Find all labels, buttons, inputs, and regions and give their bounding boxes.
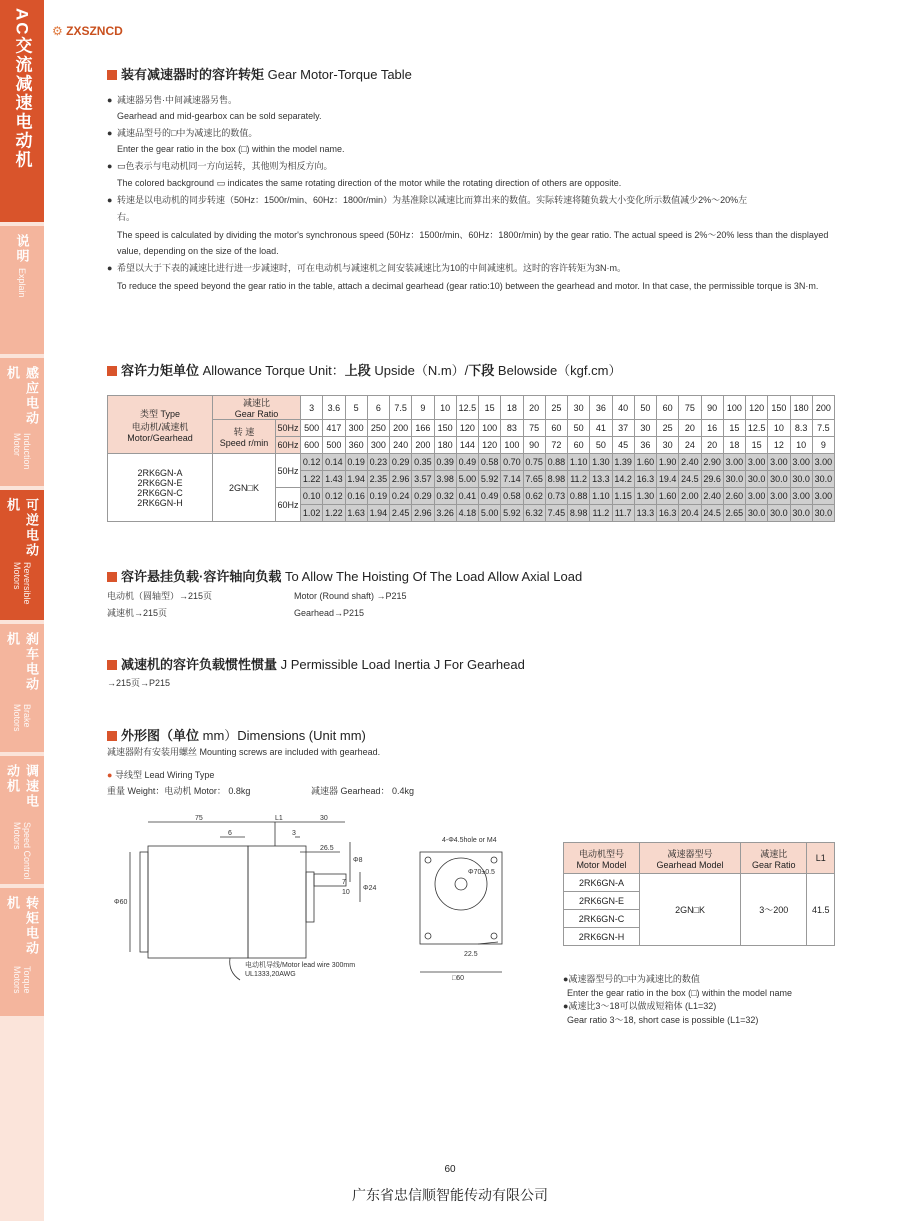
front-view-drawing (408, 832, 528, 982)
company-name: 广东省忠信顺智能传动有限公司 (352, 1187, 548, 1203)
torque-cell: 2.90 (701, 454, 723, 471)
note-line: Gearhead and mid-gearbox can be sold separately. (117, 111, 322, 121)
dim-phi24: Φ24 (363, 885, 377, 892)
speed-cell: 120 (479, 437, 501, 454)
sidebar-tab-label: 感应电动机 (5, 366, 39, 426)
spec-ratio: 3～200 (741, 874, 807, 946)
ratio-cell: 120 (746, 396, 768, 420)
section-title-en: To Allow The Hoisting Of The Load Allow Axial Load (281, 569, 583, 584)
speed-cell: 72 (545, 437, 567, 454)
torque-cell: 11.7 (612, 505, 634, 522)
sidebar-tab-label: 刹车电动机 (5, 632, 39, 692)
wire-note: 电动机导线/Motor lead wire 300mm (245, 962, 356, 969)
spec-note: ●减速器型号的□中为减速比的数值 (563, 974, 700, 984)
torque-cell: 3.00 (768, 454, 790, 471)
torque-cell: 2.96 (390, 471, 412, 488)
speed-cell: 10 (790, 437, 812, 454)
note-line: To reduce the speed beyond the gear ratio in the table, attach a decimal gearhead (gear ratio:10) between the gearhead and motor. In that case, the permissible torque is 3N·m. (117, 281, 819, 291)
speed-cell: 250 (367, 420, 389, 437)
torque-cell: 0.49 (479, 488, 501, 505)
torque-cell: 0.35 (412, 454, 434, 471)
section-title-cn: 装有减速器时的容许转矩 (121, 67, 265, 82)
ratio-cell: 75 (679, 396, 701, 420)
table-row (108, 396, 835, 420)
note-line: 减速器另售·中间减速器另售。 (117, 95, 237, 105)
speed-cell: 360 (345, 437, 367, 454)
torque-cell: 0.14 (323, 454, 345, 471)
section-title-cn: 容许悬挂负载·容许轴向负载 (121, 569, 282, 584)
speed-cell: 150 (434, 420, 456, 437)
speed-cell: 10 (768, 420, 790, 437)
torque-cell: 24.5 (679, 471, 701, 488)
torque-cell: 3.00 (790, 488, 812, 505)
lead-type-text: 导线型 Lead Wiring Type (114, 770, 215, 780)
spec-header (639, 843, 740, 874)
spec-gear: 2GN□K (639, 874, 740, 946)
torque-cell: 3.00 (812, 454, 834, 471)
sidebar-tab-label: 可逆电动机 (5, 498, 39, 558)
torque-cell: 0.41 (456, 488, 478, 505)
torque-cell: 1.30 (590, 454, 612, 471)
speed-cell: 45 (612, 437, 634, 454)
torque-cell: 3.00 (746, 488, 768, 505)
speed-cell: 36 (634, 437, 656, 454)
torque-cell: 8.98 (545, 471, 567, 488)
torque-cell: 2.00 (679, 488, 701, 505)
torque-cell: 4.18 (456, 505, 478, 522)
section-title-cn: 减速机的容许负载惯性惯量 (121, 657, 278, 672)
torque-cell: 1.94 (345, 471, 367, 488)
ratio-cell: 10 (434, 396, 456, 420)
torque-cell: 5.00 (479, 505, 501, 522)
speed-cell: 37 (612, 420, 634, 437)
ratio-cell: 3.6 (323, 396, 345, 420)
square-bullet-icon (107, 731, 117, 741)
note-line: 减速品型号的□中为减速比的数值。 (117, 128, 258, 138)
section-title-en: mm）Dimensions (Unit mm) (199, 728, 366, 743)
torque-cell: 0.62 (523, 488, 545, 505)
speed-cell: 200 (390, 420, 412, 437)
ratio-cell: 150 (768, 396, 790, 420)
torque-cell: 0.10 (301, 488, 323, 505)
ratio-cell: 20 (523, 396, 545, 420)
torque-cell: 0.75 (523, 454, 545, 471)
table-row (108, 420, 835, 437)
section-title-cn: 容许力矩单位 (121, 363, 200, 378)
torque-cell: 30.0 (746, 471, 768, 488)
torque-cell: 3.57 (412, 471, 434, 488)
speed-cell: 30 (634, 420, 656, 437)
ratio-cell: 25 (545, 396, 567, 420)
wire-spec: UL1333,20AWG (245, 971, 296, 978)
speed-cell: 100 (501, 437, 523, 454)
torque-cell: 5.92 (479, 471, 501, 488)
note-line: ▭色表示与电动机同一方向运转，其他则为相反方向。 (117, 161, 333, 171)
torque-cell: 3.98 (434, 471, 456, 488)
torque-cell: 11.2 (568, 471, 590, 488)
speed-cell: 500 (323, 437, 345, 454)
dim-sq60: □60 (452, 975, 465, 982)
speed-cell: 75 (523, 420, 545, 437)
torque-cell: 0.70 (501, 454, 523, 471)
note-line: 右。 (117, 212, 136, 222)
dim-phi8: Φ8 (353, 857, 363, 864)
speed-cell: 20 (679, 420, 701, 437)
torque-cell: 0.58 (479, 454, 501, 471)
speed-cell: 60 (568, 437, 590, 454)
brand-logo (52, 24, 123, 38)
torque-cell: 0.49 (456, 454, 478, 471)
section-title-cn: 上段 (344, 363, 371, 378)
spec-model: 2RK6GN-E (564, 892, 640, 910)
speed-header: 转 速 Speed r/min (213, 420, 276, 454)
torque-cell: 1.15 (612, 488, 634, 505)
ratio-header: 减速比 Gear Ratio (213, 396, 301, 420)
torque-cell: 3.00 (790, 454, 812, 471)
torque-cell: 1.39 (612, 454, 634, 471)
torque-cell: 2.35 (367, 471, 389, 488)
torque-cell: 20.4 (679, 505, 701, 522)
dim-hole: 4-Φ4.5hole or M4 (442, 837, 497, 844)
torque-cell: 3.00 (746, 454, 768, 471)
dim-30: 30 (320, 815, 328, 822)
torque-cell: 30.0 (790, 505, 812, 522)
dim-7: 7 (342, 879, 346, 886)
torque-cell: 11.2 (590, 505, 612, 522)
ratio-cell: 5 (345, 396, 367, 420)
torque-cell: 8.98 (568, 505, 590, 522)
torque-cell: 1.22 (323, 505, 345, 522)
torque-cell: 7.65 (523, 471, 545, 488)
torque-cell: 30.0 (790, 471, 812, 488)
dim-pcd: Φ70±0.5 (468, 869, 495, 876)
speed-cell: 15 (746, 437, 768, 454)
speed-cell: 83 (501, 420, 523, 437)
brand-logo-text: ZXSZNCD (66, 24, 123, 38)
torque-cell: 24.5 (701, 505, 723, 522)
speed-cell: 41 (590, 420, 612, 437)
torque-table (107, 395, 835, 522)
torque-cell: 0.12 (323, 488, 345, 505)
spec-header-text: 减速比 Gear Ratio (752, 848, 796, 870)
sidebar-tab-label: AC交流减速电动机 (12, 8, 32, 170)
speed-cell: 20 (701, 437, 723, 454)
torque-cell: 0.23 (367, 454, 389, 471)
speed-cell: 9 (812, 437, 834, 454)
speed-cell: 15 (723, 420, 745, 437)
torque-cell: 16.3 (657, 505, 679, 522)
speed-cell: 200 (412, 437, 434, 454)
note-bullet: ● (107, 128, 113, 138)
note-line: Enter the gear ratio in the box (□) within the model name. (117, 144, 345, 154)
note-line: The colored background ▭ indicates the same rotating direction of the motor while the rotating direction of others are opposite. (117, 178, 622, 188)
spec-header-text: 减速器型号 Gearhead Model (656, 848, 724, 870)
torque-cell: 5.00 (456, 471, 478, 488)
torque-cell: 30.0 (746, 505, 768, 522)
section-title-dimensions (107, 725, 366, 744)
sidebar-tab-sublabel: Speed Control Motors (12, 821, 32, 880)
spec-note: Enter the gear ratio in the box (□) within the model name (567, 988, 793, 998)
ratio-cell: 100 (723, 396, 745, 420)
torque-cell: 1.43 (323, 471, 345, 488)
mounting-note: 减速器附有安装用螺丝 Mounting screws are included with gearhead. (107, 747, 381, 757)
speed-cell: 50 (568, 420, 590, 437)
sidebar-tab-ac-motor[interactable] (0, 0, 44, 222)
torque-cell: 2.65 (723, 505, 745, 522)
speed-cell: 30 (657, 437, 679, 454)
weight-motor: 重量 Weight：电动机 Motor： 0.8kg (107, 786, 251, 796)
section-title-en: Upside（N.m）/ (370, 363, 469, 378)
ratio-cell: 50 (634, 396, 656, 420)
torque-cell: 0.39 (434, 454, 456, 471)
torque-cell: 29.6 (701, 471, 723, 488)
dim-l1: L1 (275, 815, 283, 822)
speed-cell: 144 (456, 437, 478, 454)
side-view-drawing (110, 812, 380, 982)
torque-cell: 0.19 (345, 454, 367, 471)
torque-cell: 1.60 (634, 454, 656, 471)
sidebar-tab-label: 转矩电动机 (5, 896, 39, 956)
torque-cell: 30.0 (812, 505, 834, 522)
square-bullet-icon (107, 572, 117, 582)
speed-cell: 300 (367, 437, 389, 454)
sidebar-tab-torque[interactable] (0, 888, 44, 1016)
reference-line: →215页→P215 (107, 678, 171, 688)
torque-cell: 14.2 (612, 471, 634, 488)
sidebar-tab-label: 说明 (14, 234, 30, 264)
section-title-torque-table (107, 64, 412, 83)
torque-cell: 0.88 (545, 454, 567, 471)
speed-cell: 100 (479, 420, 501, 437)
torque-cell: 30.0 (768, 505, 790, 522)
ratio-cell: 36 (590, 396, 612, 420)
speed-cell: 240 (390, 437, 412, 454)
speed-cell: 120 (456, 420, 478, 437)
ratio-cell: 40 (612, 396, 634, 420)
speed-cell: 12 (768, 437, 790, 454)
torque-cell: 1.60 (657, 488, 679, 505)
sidebar-tab-reversible[interactable] (0, 490, 44, 620)
torque-cell: 0.58 (501, 488, 523, 505)
square-bullet-icon (107, 70, 117, 80)
speed-cell: 180 (434, 437, 456, 454)
section-title-cn: 外形图（单位 (121, 728, 200, 743)
reference-line: 电动机（圆轴型）→215页 (107, 591, 213, 601)
torque-cell: 1.22 (301, 471, 323, 488)
torque-cell: 0.32 (434, 488, 456, 505)
spec-table (563, 842, 835, 946)
section-title-en: J Permissible Load Inertia J For Gearhead (277, 657, 525, 672)
torque-cell: 13.3 (590, 471, 612, 488)
speed-cell: 500 (301, 420, 323, 437)
note-bullet: ● (107, 263, 113, 273)
section-title-en: Allowance Torque Unit： (199, 363, 345, 378)
ratio-cell: 3 (301, 396, 323, 420)
torque-cell: 16.3 (634, 471, 656, 488)
dim-75: 75 (195, 815, 203, 822)
ratio-cell: 12.5 (456, 396, 478, 420)
torque-cell: 0.24 (390, 488, 412, 505)
torque-cell: 0.29 (390, 454, 412, 471)
torque-cell: 2.96 (412, 505, 434, 522)
square-bullet-icon (107, 366, 117, 376)
torque-cell: 0.73 (545, 488, 567, 505)
speed-cell: 25 (657, 420, 679, 437)
note-line: value, depending on the size of the load. (117, 246, 279, 256)
ratio-cell: 90 (701, 396, 723, 420)
spec-model: 2RK6GN-A (564, 874, 640, 892)
sidebar-tab-explain[interactable] (0, 226, 44, 354)
torque-cell: 0.19 (367, 488, 389, 505)
spec-note: ●减速比3～18可以做成短箱体 (L1=32) (563, 1001, 717, 1011)
section-title-inertia (107, 654, 525, 673)
ratio-cell: 9 (412, 396, 434, 420)
square-bullet-icon (107, 660, 117, 670)
section-title-cn: 下段 (468, 363, 495, 378)
torque-cell: 1.63 (345, 505, 367, 522)
gearhead-model: 2GN□K (213, 454, 276, 522)
table-row (108, 454, 835, 471)
hz-cell: 50Hz (276, 420, 301, 437)
speed-cell: 7.5 (812, 420, 834, 437)
speed-cell: 300 (345, 420, 367, 437)
page-number: 60 (444, 1164, 456, 1175)
torque-cell: 2.45 (390, 505, 412, 522)
torque-cell: 6.32 (523, 505, 545, 522)
torque-cell: 1.90 (657, 454, 679, 471)
torque-cell: 0.88 (568, 488, 590, 505)
note-bullet: ● (107, 161, 113, 171)
torque-cell: 13.3 (634, 505, 656, 522)
ratio-cell: 200 (812, 396, 834, 420)
torque-cell: 3.00 (723, 454, 745, 471)
note-line: The speed is calculated by dividing the motor's synchronous speed (50Hz：1500r/min、60Hz：1800r/min) by the gear ratio. The actual speed is 2%～20% less than the displayed (117, 230, 829, 240)
speed-cell: 50 (590, 437, 612, 454)
torque-cell: 5.92 (501, 505, 523, 522)
dim-phi60: Φ60 (114, 899, 128, 906)
dim-22-5: 22.5 (464, 951, 478, 958)
dot-icon: ● (107, 770, 113, 780)
torque-cell: 1.10 (568, 454, 590, 471)
speed-cell: 16 (701, 420, 723, 437)
hz-cell: 60Hz (276, 437, 301, 454)
section-title-en: Gear Motor-Torque Table (264, 67, 412, 82)
reference-line: Gearhead→P215 (294, 608, 365, 618)
section-title-hoisting-load (107, 566, 582, 585)
torque-cell: 3.26 (434, 505, 456, 522)
torque-cell: 30.0 (768, 471, 790, 488)
speed-cell: 18 (723, 437, 745, 454)
sidebar-tab-sublabel: Induction Motor (12, 433, 32, 471)
spec-model: 2RK6GN-C (564, 910, 640, 928)
torque-cell: 7.45 (545, 505, 567, 522)
sidebar-tab-sublabel: Reversible Motors (12, 561, 32, 605)
sidebar-tab-sublabel: Explain (17, 268, 27, 298)
torque-cell: 1.02 (301, 505, 323, 522)
hz-cell: 50Hz (276, 454, 301, 488)
spec-header (807, 843, 835, 874)
gear-icon: ⚙ (52, 24, 63, 38)
dim-6: 6 (228, 830, 232, 837)
ratio-cell: 15 (479, 396, 501, 420)
section-title-en: Belowside（kgf.cm） (494, 363, 622, 378)
torque-cell: 30.0 (812, 471, 834, 488)
reference-line: Motor (Round shaft) →P215 (294, 591, 407, 601)
ratio-cell: 18 (501, 396, 523, 420)
spec-header (741, 843, 807, 874)
torque-cell: 30.0 (723, 471, 745, 488)
note-bullet: ● (107, 95, 113, 105)
torque-cell: 3.00 (768, 488, 790, 505)
ratio-cell: 6 (367, 396, 389, 420)
torque-cell: 0.16 (345, 488, 367, 505)
weight-gearhead: 减速器 Gearhead： 0.4kg (311, 786, 415, 796)
spec-note: Gear ratio 3～18, short case is possible (L1=32) (567, 1015, 759, 1025)
dim-26-5: 26.5 (320, 845, 334, 852)
ratio-cell: 180 (790, 396, 812, 420)
spec-l1: 41.5 (807, 874, 835, 946)
torque-cell: 7.14 (501, 471, 523, 488)
motor-models: 2RK6GN-A 2RK6GN-E 2RK6GN-C 2RK6GN-H (108, 454, 213, 522)
torque-cell: 1.10 (590, 488, 612, 505)
hz-cell: 60Hz (276, 488, 301, 522)
torque-cell: 2.40 (679, 454, 701, 471)
ratio-cell: 30 (568, 396, 590, 420)
speed-cell: 166 (412, 420, 434, 437)
speed-cell: 60 (545, 420, 567, 437)
sidebar-tab-label: 调速电动机 (5, 764, 39, 809)
sidebar-tab-brake[interactable] (0, 624, 44, 752)
speed-cell: 90 (523, 437, 545, 454)
spec-header-text: L1 (815, 853, 826, 863)
spec-header-text: 电动机型号 Motor Model (576, 848, 627, 870)
torque-cell: 1.30 (634, 488, 656, 505)
type-header: 类型 Type 电动机/减速机 Motor/Gearhead (108, 396, 213, 454)
sidebar-tab-speed-control[interactable] (0, 756, 44, 884)
sidebar-tab-induction[interactable] (0, 358, 44, 486)
dim-10: 10 (342, 889, 350, 896)
torque-cell: 1.94 (367, 505, 389, 522)
spec-header (564, 843, 640, 874)
reference-line: 减速机→215页 (107, 608, 168, 618)
speed-cell: 417 (323, 420, 345, 437)
torque-cell: 3.00 (812, 488, 834, 505)
section-title-allowance-torque (107, 360, 621, 379)
note-line: 希望以大于下表的减速比进行进一步减速时，可在电动机与减速机之间安装减速比为10的中间减速机。这时的容许转矩为3N·m。 (117, 263, 627, 273)
sidebar-tab-sublabel: Brake Motors (12, 703, 32, 732)
lead-type-label (107, 769, 214, 781)
note-line: 转速是以电动机的同步转速（50Hz：1500r/min、60Hz：1800r/min）为基准除以减速比而算出来的数值。实际转速将随负载大小变化所示数值减少2%～20%左 (117, 195, 748, 205)
torque-cell: 0.12 (301, 454, 323, 471)
torque-cell: 0.29 (412, 488, 434, 505)
torque-cell: 19.4 (657, 471, 679, 488)
torque-cell: 2.60 (723, 488, 745, 505)
ratio-cell: 7.5 (390, 396, 412, 420)
spec-model: 2RK6GN-H (564, 928, 640, 946)
note-bullet: ● (107, 195, 113, 205)
speed-cell: 12.5 (746, 420, 768, 437)
dim-3: 3 (292, 830, 296, 837)
speed-cell: 600 (301, 437, 323, 454)
speed-cell: 8.3 (790, 420, 812, 437)
sidebar-tab-sublabel: Torque Motors (12, 965, 32, 994)
speed-cell: 24 (679, 437, 701, 454)
torque-cell: 2.40 (701, 488, 723, 505)
ratio-cell: 60 (657, 396, 679, 420)
